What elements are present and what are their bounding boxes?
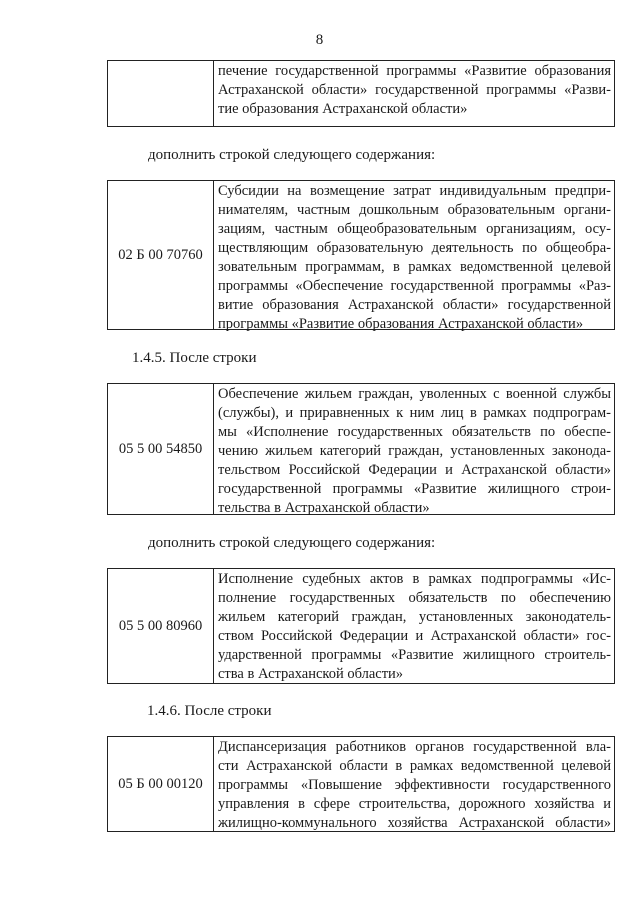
description-line: ударственной программы «Развитие жилищного строитель- [218, 647, 611, 663]
description-line: нимателям, частным дошкольным образовательным органи- [218, 202, 611, 218]
description-line: тельства в Астраханской области» [218, 500, 430, 516]
description-line: полнение государственных обязательств по обеспечению [218, 590, 611, 606]
description-line: ством Российской Федерации и Астраханской области» гос- [218, 628, 611, 644]
section-paragraph: 1.4.5. После строки [132, 350, 257, 366]
row-description-cell [214, 569, 614, 683]
description-line: программы «Обеспечение государственной программы «Раз- [218, 278, 611, 294]
description-line: мы «Исполнение государственных обязательств по обеспе- [218, 424, 611, 440]
row-code-cell: 05 Б 00 00120 [108, 737, 214, 831]
description-line: жилищно-коммунального хозяйства Астраханской области» [218, 815, 611, 831]
description-line: ства в Астраханской области» [218, 666, 404, 682]
row-description-cell [214, 737, 614, 831]
description-line: жильем категорий граждан, установленных законодатель- [218, 609, 611, 625]
description-line: зациям, частным общеобразовательным организациям, осу- [218, 221, 611, 237]
row-description-cell [214, 61, 614, 126]
description-line: витие образования Астраханской области» государственной [218, 297, 611, 313]
row-code-cell: 05 5 00 80960 [108, 569, 214, 683]
table-row-subsidies [107, 180, 615, 330]
description-line: программы «Развитие образования Астраханской области» [218, 316, 584, 332]
table-row-military-housing [107, 383, 615, 515]
description-line: Диспансеризация работников органов государственной вла- [218, 739, 611, 755]
table-row-court-acts [107, 568, 615, 684]
instruction-paragraph: дополнить строкой следующего содержания: [148, 147, 436, 163]
description-line: печение государственной программы «Развитие образования [218, 63, 611, 79]
instruction-paragraph: дополнить строкой следующего содержания: [148, 535, 436, 551]
table-row-medical-examination [107, 736, 615, 832]
description-line: Астраханской области» государственной программы «Разви- [218, 82, 611, 98]
description-line: тие образования Астраханской области» [218, 101, 468, 117]
description-line: (службы), и приравненных к ним лиц в рамках подпрограм- [218, 405, 611, 421]
description-line: государственной программы «Развитие жилищного строи- [218, 481, 611, 497]
row-code-cell: 02 Б 00 70760 [108, 181, 214, 329]
description-line: сти Астраханской области в рамках ведомственной целевой [218, 758, 611, 774]
description-line: чению жильем категорий граждан, установленных законода- [218, 443, 611, 459]
row-code-cell [108, 61, 214, 126]
section-paragraph: 1.4.6. После строки [147, 703, 272, 719]
description-line: программы «Повышение эффективности государственного [218, 777, 611, 793]
description-line: зовательным программам, в рамках ведомственной целевой [218, 259, 611, 275]
row-description-cell [214, 181, 614, 332]
description-line: управления в сфере строительства, дорожного хозяйства и [218, 796, 611, 812]
description-line: Обеспечение жильем граждан, уволенных с военной службы [218, 386, 611, 402]
description-line: Субсидии на возмещение затрат индивидуальным предпри- [218, 183, 611, 199]
description-line: Исполнение судебных актов в рамках подпрограммы «Ис- [218, 571, 611, 587]
table-row-continuation [107, 60, 615, 127]
page-number: 8 [315, 32, 324, 48]
description-line: тельством Российской Федерации и Астраханской области» [218, 462, 611, 478]
description-line: ществляющим образовательную деятельность по общеобра- [218, 240, 611, 256]
row-description-cell [214, 384, 614, 514]
row-code-cell: 05 5 00 54850 [108, 384, 214, 514]
